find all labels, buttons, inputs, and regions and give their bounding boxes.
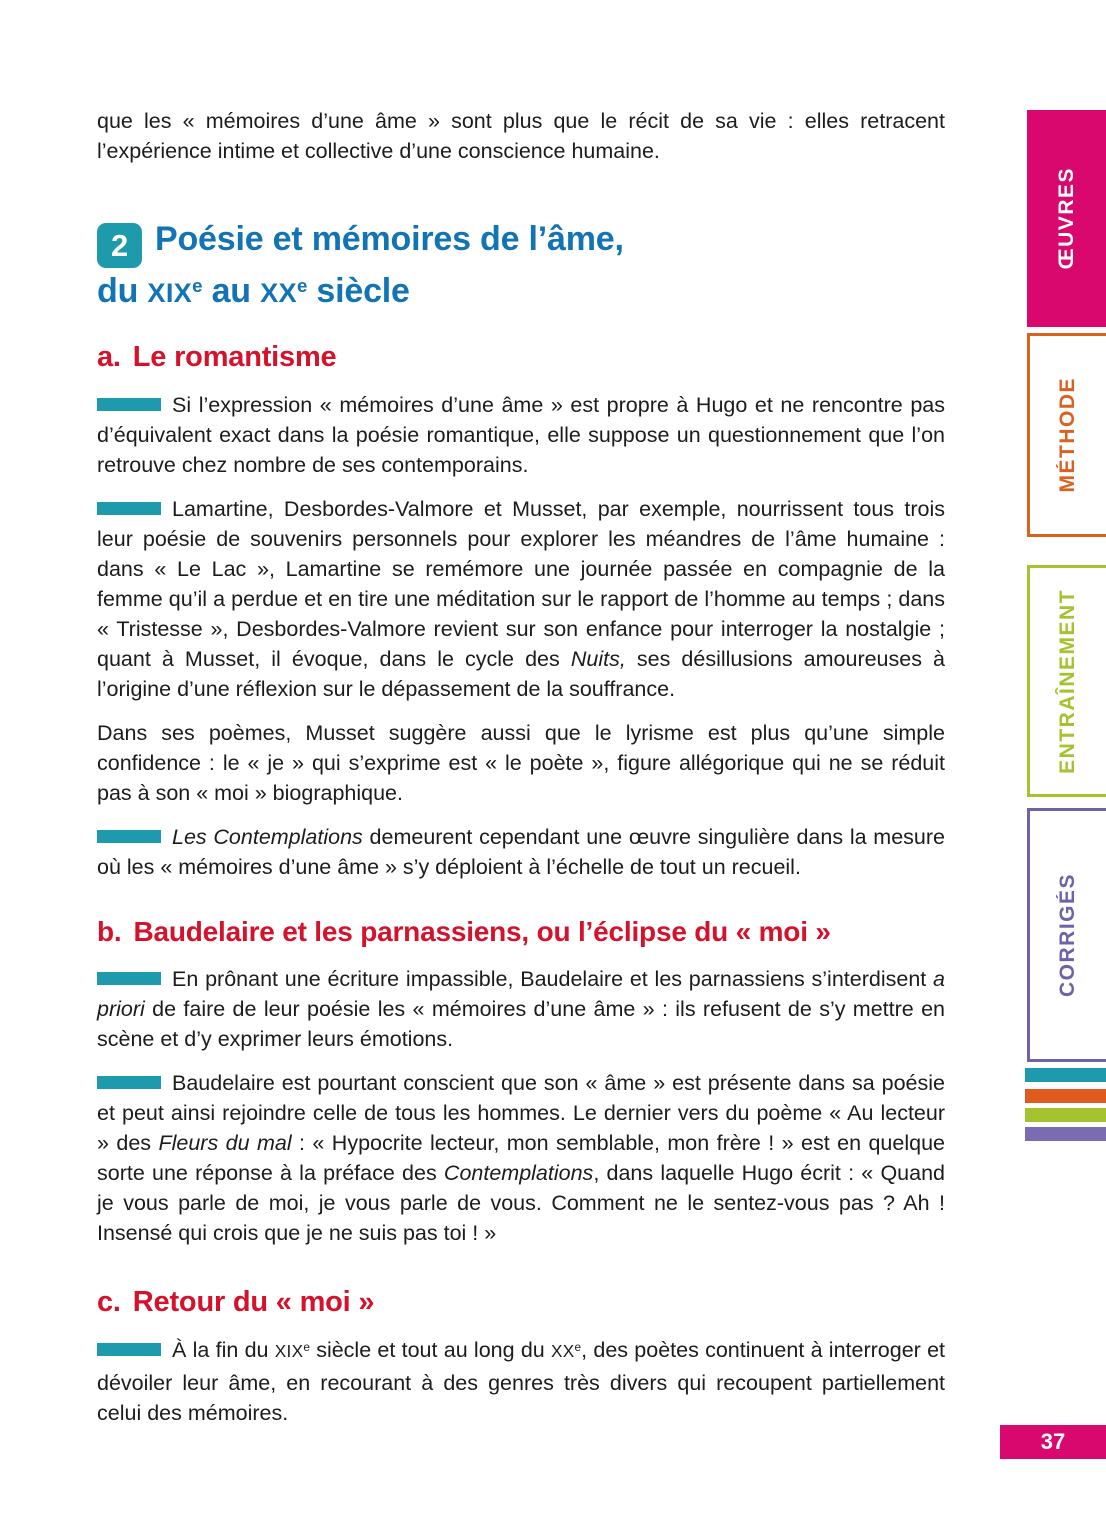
paragraph-a2 — [97, 494, 945, 704]
tab-methode — [1027, 333, 1106, 537]
tab-corriges-label: CORRIGÉS — [1056, 872, 1079, 997]
paragraph-b1-text: En prônant une écriture impassible, Baudelaire et les parnassiens s’interdisent a priori de faire de leur poésie les « mémoires d’une âme » : ils refusent de s’y mettre en scène et d’y exprimer leurs émotions. — [97, 967, 945, 1051]
tab-corriges — [1027, 808, 1106, 1062]
subsection-b-title: Baudelaire et les parnassiens, ou l’éclipse du « moi » — [133, 916, 831, 947]
paragraph-b2-text: Baudelaire est pourtant conscient que son « âme » est présente dans sa poésie et peut ainsi rejoindre celle de tous les hommes. Le dernier vers du poème « Au lecteur » des Fleurs du mal : « Hypocrite lecteur, mon semblable, mon frère ! » est en quelque sorte une réponse à la préface des Contemplations, dans laquelle Hugo écrit : « Quand je vous parle de moi, je vous parle de vous. Comment ne le sentez-vous pas ? Ah ! Insensé qui crois que je ne suis pas toi ! » — [97, 1071, 946, 1245]
tab-oeuvres-label: ŒUVRES — [1054, 167, 1078, 270]
paragraph-a3 — [97, 718, 945, 808]
tab-entrainement-label: ENTRAÎNEMENT — [1056, 588, 1079, 774]
subsection-a-label: a. — [97, 341, 121, 373]
subsection-c-heading — [97, 1286, 945, 1319]
paragraph-b2 — [97, 1068, 945, 1248]
intro-paragraph: que les « mémoires d’une âme » sont plus que le récit de sa vie : elles retracent l’expérience intime et collective d’une conscience humaine. — [97, 109, 945, 163]
subsection-b-label: b. — [97, 916, 122, 947]
tab-entrainement — [1027, 565, 1106, 797]
page-number-badge: 37 — [1000, 1425, 1106, 1459]
page-content — [97, 0, 945, 1442]
color-strip-purple — [1025, 1127, 1106, 1141]
paragraph-bullet-marker — [97, 398, 161, 411]
paragraph-bullet-marker — [97, 1343, 161, 1356]
color-strip-green — [1025, 1108, 1106, 1122]
paragraph-bullet-marker — [97, 502, 161, 515]
paragraph-a1-text: Si l’expression « mémoires d’une âme » est propre à Hugo et ne rencontre pas d’équivalent exact dans la poésie romantique, elle suppose un questionnement que l’on retrouve chez nombre de ses contemporains. — [97, 393, 945, 477]
section-number-badge: 2 — [97, 223, 142, 268]
paragraph-bullet-marker — [97, 1076, 161, 1089]
section-2-title-line1: Poésie et mémoires de l’âme, — [155, 220, 624, 258]
color-strip-orange — [1025, 1089, 1106, 1103]
section-2-title-line2: du XIXe au XXe siècle — [97, 272, 410, 310]
paragraph-b1 — [97, 964, 945, 1054]
paragraph-a2-text: Lamartine, Desbordes-Valmore et Musset, par exemple, nourrissent tous trois leur poésie de souvenirs personnels pour explorer les méandres de l’âme humaine : dans « Le Lac », Lamartine se remémore une journée passée en compagnie de la femme qu’il a perdue et en tire une méditation sur le rapport de l’homme au temps ; dans « Tristesse », Desbordes-Valmore revient sur son enfance pour interroger la nostalgie ; quant à Musset, il évoque, dans le cycle des Nuits, ses désillusions amoureuses à l’origine d’une réflexion sur le dépassement de la souffrance. — [97, 497, 946, 701]
subsection-b-heading — [97, 916, 945, 948]
subsection-c-label: c. — [97, 1286, 121, 1318]
paragraph-a4 — [97, 822, 945, 882]
paragraph-bullet-marker — [97, 830, 161, 843]
tab-methode-label: MÉTHODE — [1056, 377, 1079, 493]
paragraph-bullet-marker — [97, 972, 161, 985]
subsection-c-title: Retour du « moi » — [132, 1286, 375, 1318]
tab-oeuvres — [1027, 110, 1106, 327]
paragraph-c1-text: À la fin du XIXe siècle et tout au long du XXe, des poètes continuent à interroger et dévoiler leur âme, en recourant à des genres très divers qui recoupent partiellement celui des mémoires. — [97, 1338, 946, 1425]
paragraph-a1 — [97, 390, 945, 480]
section-2-heading — [97, 216, 945, 319]
color-strip-teal — [1025, 1068, 1106, 1082]
paragraph-a3-text: Dans ses poèmes, Musset suggère aussi que le lyrisme est plus qu’une simple confidence : le « je » qui s’exprime est « le poète », figure allégorique qui ne se réduit pas à son « moi » biographique. — [97, 721, 945, 805]
subsection-a-title: Le romantisme — [132, 341, 337, 373]
paragraph-a4-text: Les Contemplations demeurent cependant une œuvre singulière dans la mesure où les « mémoires d’une âme » s’y déploient à l’échelle de tout un recueil. — [97, 825, 945, 879]
paragraph-c1 — [97, 1335, 945, 1428]
subsection-a-heading — [97, 341, 945, 374]
